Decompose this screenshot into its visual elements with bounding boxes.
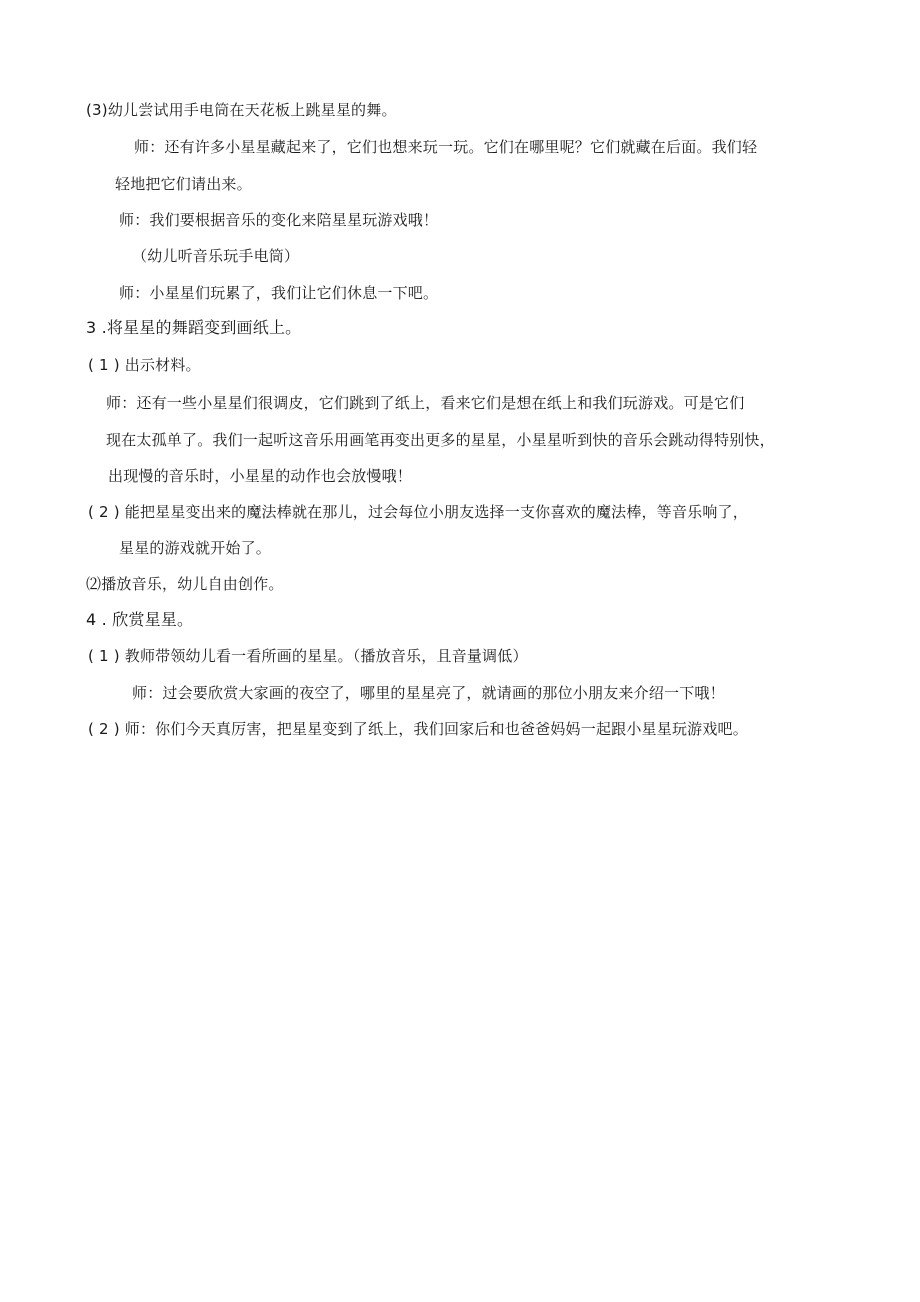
item-2-magic-wand-1: ( 2 ) 能把星星变出来的魔法棒就在那儿，过会每位小朋友选择一支你喜欢的魔法棒，等音乐响了， bbox=[88, 503, 748, 521]
item-1-view-stars: ( 1 ) 教师带领幼儿看一看所画的星星。（播放音乐，且音量调低） bbox=[88, 647, 528, 665]
teacher-line-music: 师：我们要根据音乐的变化来陪星星玩游戏哦！ bbox=[119, 211, 439, 229]
teacher-line-hidden-stars-2: 轻地把它们请出来。 bbox=[115, 175, 252, 193]
item-2-closing: ( 2 ) 师：你们今天真厉害，把星星变到了纸上，我们回家后和也爸爸妈妈一起跟小星星玩游戏吧。 bbox=[88, 720, 748, 738]
step-2-play-music: ⑵播放音乐，幼儿自由创作。 bbox=[86, 575, 284, 593]
teacher-line-paper-2: 现在太孤单了。我们一起听这音乐用画笔再变出更多的星星，小星星听到快的音乐会跳动得特别快， bbox=[106, 431, 775, 449]
section-3-heading: 3 .将星星的舞蹈变到画纸上。 bbox=[86, 318, 302, 337]
item-1-materials: ( 1 ) 出示材料。 bbox=[88, 356, 201, 374]
teacher-line-night-sky: 师：过会要欣赏大家画的夜空了，哪里的星星亮了，就请画的那位小朋友来介绍一下哦！ bbox=[132, 684, 725, 702]
teacher-line-paper-3: 出现慢的音乐时，小星星的动作也会放慢哦！ bbox=[108, 467, 413, 485]
teacher-line-hidden-stars-1: 师：还有许多小星星藏起来了，它们也想来玩一玩。它们在哪里呢？它们就藏在后面。我们轻 bbox=[134, 138, 758, 156]
teacher-line-rest: 师：小星星们玩累了，我们让它们休息一下吧。 bbox=[119, 284, 439, 302]
step-3-3-text: (3)幼儿尝试用手电筒在天花板上跳星星的舞。 bbox=[86, 101, 397, 119]
teacher-line-paper-1: 师：还有一些小星星们很调皮，它们跳到了纸上，看来它们是想在纸上和我们玩游戏。可是它们 bbox=[106, 394, 745, 412]
section-4-heading: 4 . 欣赏星星。 bbox=[86, 610, 194, 629]
item-2-magic-wand-2: 星星的游戏就开始了。 bbox=[119, 539, 272, 557]
child-activity-note: （幼儿听音乐玩手电筒） bbox=[132, 247, 300, 265]
